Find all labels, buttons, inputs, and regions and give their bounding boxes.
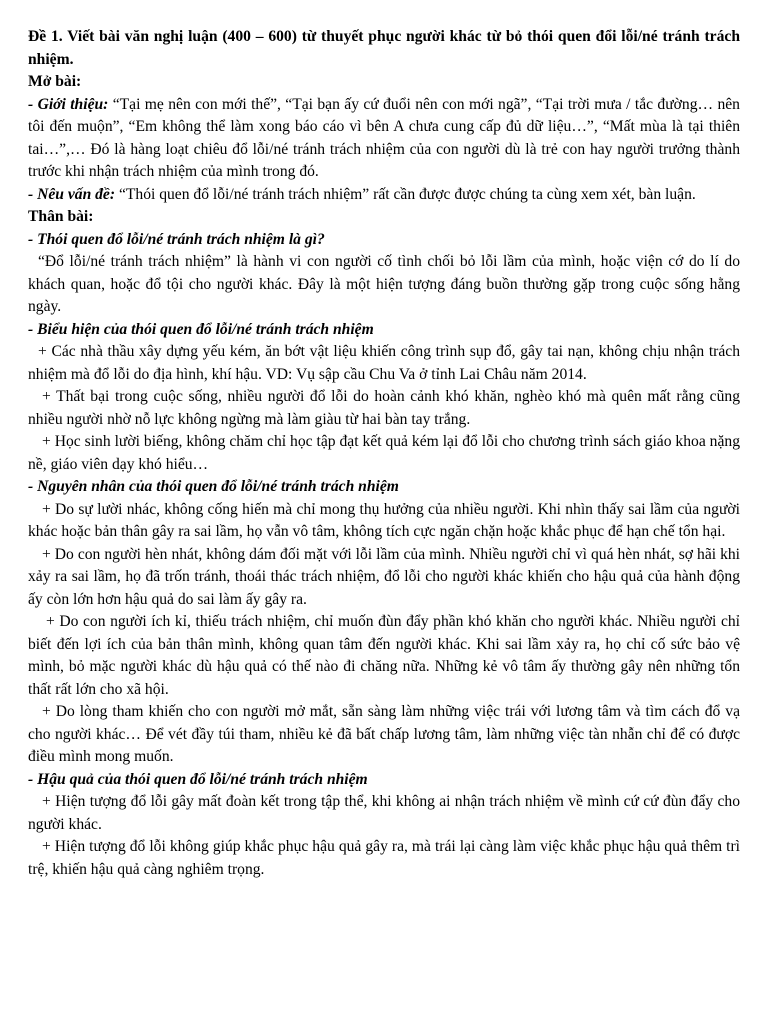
section-definition-heading: - Thói quen đổ lỗi/né tránh trách nhiệm là gì? (28, 230, 325, 248)
cause-item: + Do lòng tham khiến cho con người mở mắt, sẵn sàng làm những việc trái với lương tâm và tìm cách đổ vạ cho người khác… Để vét đầy túi tham, nhiều kẻ đã bất chấp lương tâm, làm những việc tàn nhẫn chỉ để có được điều mình mong muốn. (28, 703, 740, 765)
neu-van-de-label: - Nêu vấn đề: (28, 185, 116, 203)
gioi-thieu-label: - Giới thiệu: (28, 95, 109, 113)
document-title: Đề 1. Viết bài văn nghị luận (400 – 600) từ thuyết phục người khác từ bỏ thói quen đổi lỗi/né tránh trách nhiệm. (28, 28, 740, 68)
document-page (28, 26, 740, 881)
manifestation-item: + Các nhà thầu xây dựng yếu kém, ăn bớt vật liệu khiến công trình sụp đổ, gây tai nạn, không chịu nhận trách nhiệm mà đổ lỗi do địa hình, khí hậu. VD: Vụ sập cầu Chu Va ở tỉnh Lai Châu năm 2014. (28, 343, 740, 383)
section-cause-heading: - Nguyên nhân của thói quen đổ lỗi/né tránh trách nhiệm (28, 478, 399, 495)
consequence-item: + Hiện tượng đổ lỗi không giúp khắc phục hậu quả gây ra, mà trái lại càng làm việc khắc phục hậu quả thêm trì trệ, khiến hậu quả càng nghiêm trọng. (28, 838, 740, 878)
section-consequence-heading: - Hậu quả của thói quen đổ lỗi/né tránh trách nhiệm (28, 770, 368, 788)
cause-item: + Do con người hèn nhát, không dám đối mặt với lỗi lầm của mình. Nhiều người chỉ vì quá hèn nhát, sợ hãi khi xảy ra sai lầm, họ đã trốn tránh, thoái thác trách nhiệm, đổ lỗi cho người khác khiến cho hậu quả của hành động ấy còn lớn hơn hậu quả do sai làm ấy gây ra. (28, 545, 740, 608)
definition-paragraph: “Đổ lỗi/né tránh trách nhiệm” là hành vi con người cố tình chối bỏ lỗi lầm của mình, hoặc viện cớ do lí do khách quan, hoặc đổ tội cho người khác. Đây là một hiện tượng đáng buồn thường gặp trong cuộc sống hằng ngày. (28, 253, 740, 315)
cause-item: + Do con người ích kỉ, thiếu trách nhiệm, chỉ muốn đùn đẩy phần khó khăn cho người khác. Nhiều người chỉ biết đến lợi ích của bản thân mình, không quan tâm đến người khác. Khi sai lầm xảy ra, họ chỉ cố sức bảo vệ mình, bỏ mặc người khác dù hậu quả có thế nào đi chăng nữa. Những kẻ vô tâm ấy thường gây nên những tổn thất rất lớn cho xã hội. (28, 613, 740, 698)
gioi-thieu-paragraph (28, 94, 740, 184)
mo-bai-heading: Mở bài: (28, 73, 82, 90)
manifestation-item: + Học sinh lười biếng, không chăm chỉ học tập đạt kết quả kém lại đổ lỗi cho chương trình sách giáo khoa nặng nề, giáo viên dạy khó hiểu… (28, 433, 740, 473)
gioi-thieu-text: “Tại mẹ nên con mới thế”, “Tại bạn ấy cứ đuổi nên con mới ngã”, “Tại trời mưa / tắc đường… nên tôi đến muộn”, “Em không thể làm xong báo cáo vì bên A chưa cung cấp đủ dữ liệu…”, “Mất mùa là tại thiên tai…”,… Đó là hàng loạt chiêu đổ lỗi/né tránh trách nhiệm của con người dù là trẻ con hay người trưởng thành trước khi nhận trách nhiệm của mình trong đó. (28, 95, 740, 180)
neu-van-de-paragraph (28, 184, 740, 207)
consequence-item: + Hiện tượng đổ lỗi gây mất đoàn kết trong tập thể, khi không ai nhận trách nhiệm về mình cứ cứ đùn đẩy cho người khác. (28, 793, 740, 833)
cause-item: + Do sự lười nhác, không cống hiến mà chỉ mong thụ hưởng của nhiều người. Khi nhìn thấy sai lầm của người khác hoặc bản thân gây ra sai lầm, họ vẫn vô tâm, không tích cực ngăn chặn hoặc khắc phục để hạn chế tổn hại. (28, 500, 740, 540)
than-bai-heading: Thân bài: (28, 208, 94, 225)
manifestation-item: + Thất bại trong cuộc sống, nhiều người đổ lỗi do hoàn cảnh khó khăn, nghèo khó mà quên mất rằng cũng nhiều người nhờ nỗ lực không ngừng mà làm giàu từ hai bàn tay trắng. (28, 388, 740, 428)
section-manifestation-heading: - Biểu hiện của thói quen đổ lỗi/né tránh trách nhiệm (28, 320, 374, 338)
neu-van-de-text: “Thói quen đổ lỗi/né tránh trách nhiệm” rất cần được được chúng ta cùng xem xét, bàn luận. (115, 185, 696, 203)
